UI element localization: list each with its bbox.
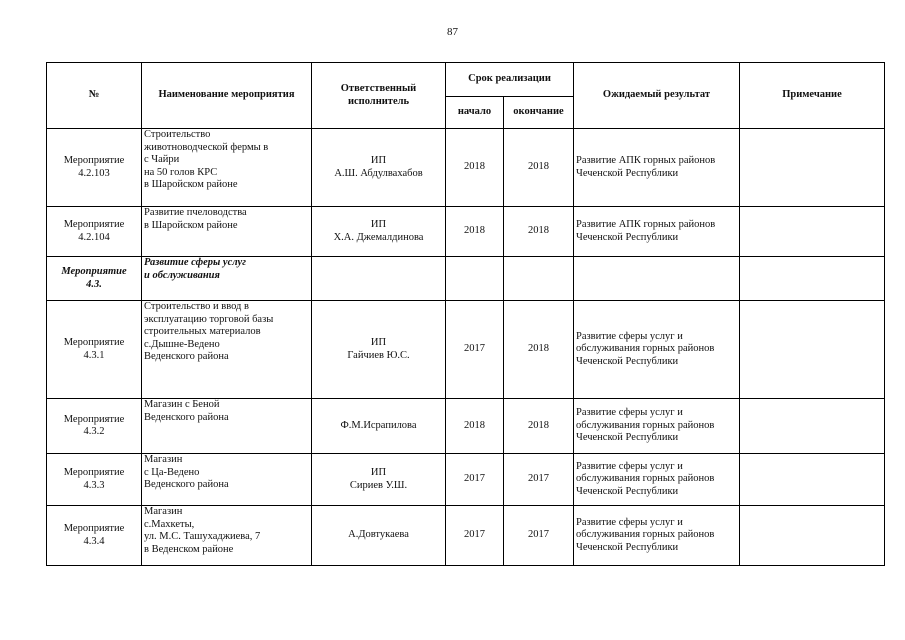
cell-start: 2018 [446, 399, 504, 454]
cell-num-line: Мероприятие [63, 155, 125, 166]
cell-name-line: Строительство [144, 129, 211, 140]
cell-note [740, 129, 885, 207]
cell-end: 2018 [504, 301, 574, 399]
header-responsible: Ответственный исполнитель [312, 63, 446, 129]
cell-num-line: Мероприятие [63, 219, 125, 230]
cell-responsible-line: Гайчиев Ю.С. [347, 349, 410, 361]
header-num: № [47, 63, 142, 129]
cell-name-line: на 50 голов КРС [144, 166, 218, 178]
table-row [47, 399, 885, 454]
cell-result [574, 399, 740, 454]
header-period: Срок реализации [446, 63, 574, 97]
cell-responsible-line: ИП [370, 155, 387, 166]
cell-name-line: Строительство и ввод в [144, 301, 249, 312]
cell-start [446, 257, 504, 301]
cell-num [47, 129, 142, 207]
cell-result-line: Развитие сферы услуг и [576, 330, 683, 342]
cell-name [142, 454, 312, 506]
cell-name-line: с Ца-Ведено [144, 466, 200, 478]
table-row [47, 129, 885, 207]
cell-result-line: Развитие АПК горных районов [576, 219, 716, 230]
cell-num-line: 4.3.2 [83, 426, 105, 437]
cell-name-line: Веденского района [144, 351, 229, 362]
cell-result-line: Чеченской Республики [576, 541, 679, 553]
cell-end: 2018 [504, 399, 574, 454]
cell-start: 2018 [446, 129, 504, 207]
cell-num [47, 207, 142, 257]
cell-name [142, 301, 312, 399]
cell-name-line: с.Дышне-Ведено [144, 338, 220, 350]
cell-responsible-line: Сириев У.Ш. [349, 479, 408, 491]
cell-num [47, 506, 142, 566]
cell-name-line: в Шаройском районе [144, 219, 238, 231]
cell-num-line: Мероприятие [63, 337, 125, 348]
cell-responsible [312, 506, 446, 566]
cell-result-line: Развитие сферы услуг и [576, 407, 683, 419]
cell-name-line: и обслуживания [144, 269, 220, 281]
cell-name-line: Развитие сферы услуг [144, 257, 247, 268]
cell-responsible-line: Ф.М.Исрапилова [340, 419, 417, 431]
cell-result-line: Чеченской Республики [576, 432, 679, 444]
cell-responsible [312, 301, 446, 399]
cell-start: 2017 [446, 506, 504, 566]
cell-result [574, 506, 740, 566]
cell-num-line: Мероприятие [61, 266, 127, 277]
cell-name-line: Магазин [144, 506, 183, 517]
cell-result [574, 207, 740, 257]
cell-name-line: эксплуатацию торговой базы [144, 313, 274, 325]
page-number: 87 [447, 26, 458, 38]
table-row [47, 207, 885, 257]
cell-responsible [312, 207, 446, 257]
cell-name-line: Магазин [144, 454, 183, 465]
header-end: окончание [504, 97, 574, 129]
cell-result-line: Чеченской Республики [576, 355, 679, 367]
cell-name [142, 399, 312, 454]
cell-result-line: обслуживания горных районов [576, 529, 715, 541]
table-row [47, 506, 885, 566]
cell-num-line: 4.3.4 [83, 535, 105, 547]
cell-result-line: обслуживания горных районов [576, 343, 715, 355]
cell-start: 2018 [446, 207, 504, 257]
table-body [47, 129, 885, 566]
cell-name-line: в Веденском районе [144, 543, 234, 555]
cell-num-line: Мероприятие [63, 413, 125, 425]
cell-responsible-line: ИП [370, 219, 387, 230]
cell-name [142, 207, 312, 257]
cell-num [47, 257, 142, 301]
cell-name [142, 506, 312, 566]
cell-note [740, 301, 885, 399]
table-row [47, 257, 885, 301]
cell-name-line: Магазин с Беной [144, 399, 220, 410]
cell-name-line: в Шаройском районе [144, 179, 238, 190]
cell-end: 2018 [504, 129, 574, 207]
cell-responsible-line: Х.А. Джемалдинова [333, 231, 424, 243]
cell-num [47, 454, 142, 506]
cell-name-line: Веденского района [144, 411, 229, 423]
cell-end: 2017 [504, 506, 574, 566]
header-result: Ожидаемый результат [574, 63, 740, 129]
header-start: начало [446, 97, 504, 129]
cell-name-line: ул. М.С. Ташухаджиева, 7 [144, 531, 261, 542]
cell-name-line: Веденского района [144, 479, 229, 490]
table-row [47, 454, 885, 506]
cell-note [740, 257, 885, 301]
cell-result-line: Развитие сферы услуг и [576, 516, 683, 528]
cell-note [740, 454, 885, 506]
cell-num-line: 4.2.104 [78, 231, 110, 243]
activities-table [46, 62, 885, 566]
cell-responsible [312, 399, 446, 454]
cell-result-line: Чеченской Республики [576, 231, 679, 243]
cell-note [740, 399, 885, 454]
cell-num-line: 4.3. [86, 278, 102, 290]
cell-result-line: Чеченской Республики [576, 485, 679, 497]
cell-result [574, 129, 740, 207]
cell-end [504, 257, 574, 301]
cell-result-line: Развитие сферы услуг и [576, 460, 683, 472]
cell-end: 2017 [504, 454, 574, 506]
cell-num [47, 301, 142, 399]
cell-name-line: с.Махкеты, [144, 518, 195, 530]
cell-num-line: 4.3.1 [83, 349, 105, 361]
cell-name-line: животноводческой фермы в [144, 141, 269, 153]
cell-result [574, 257, 740, 301]
cell-end: 2018 [504, 207, 574, 257]
cell-name [142, 129, 312, 207]
header-note: Примечание [740, 63, 885, 129]
cell-num-line: Мероприятие [63, 467, 125, 478]
cell-responsible-line: ИП [370, 467, 387, 478]
cell-result [574, 301, 740, 399]
cell-result-line: обслуживания горных районов [576, 473, 715, 485]
table-header [47, 63, 885, 129]
cell-responsible [312, 454, 446, 506]
cell-name [142, 257, 312, 301]
cell-num-line: Мероприятие [63, 523, 125, 534]
cell-name-line: с Чайри [144, 154, 180, 165]
cell-responsible-line: ИП [370, 337, 387, 348]
cell-result-line: Чеченской Республики [576, 167, 679, 179]
cell-name-line: строительных материалов [144, 326, 261, 337]
cell-name-line: Развитие пчеловодства [144, 207, 247, 218]
cell-responsible [312, 257, 446, 301]
cell-note [740, 207, 885, 257]
cell-result [574, 454, 740, 506]
table-row [47, 301, 885, 399]
cell-responsible-line: А.Довтукаева [348, 529, 409, 541]
cell-num-line: 4.3.3 [83, 479, 105, 491]
cell-responsible [312, 129, 446, 207]
cell-result-line: Развитие АПК горных районов [576, 155, 716, 166]
cell-responsible-line: А.Ш. Абдулвахабов [334, 167, 423, 179]
cell-result-line: обслуживания горных районов [576, 419, 715, 431]
cell-num [47, 399, 142, 454]
cell-note [740, 506, 885, 566]
cell-start: 2017 [446, 454, 504, 506]
cell-start: 2017 [446, 301, 504, 399]
cell-num-line: 4.2.103 [78, 167, 110, 179]
header-name: Наименование мероприятия [142, 63, 312, 129]
